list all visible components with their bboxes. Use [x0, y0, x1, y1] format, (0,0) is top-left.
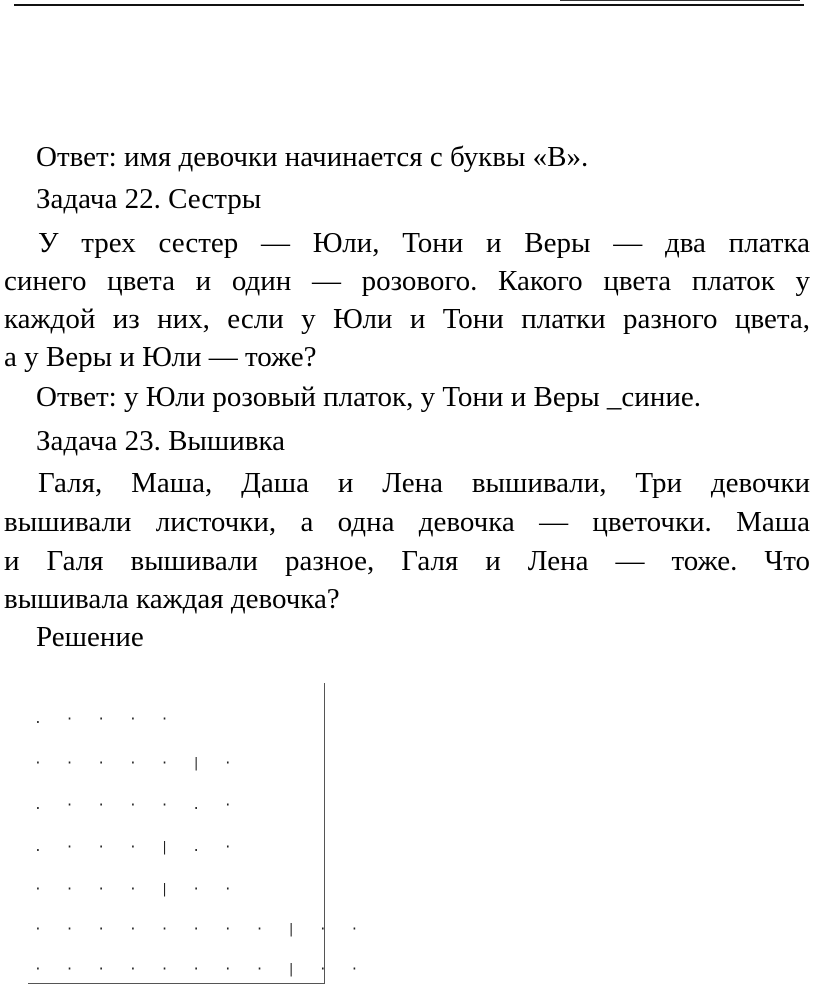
task-22-answer: Ответ: у Юли розовый платок, у Тони и Веры _синие. — [36, 381, 701, 413]
solution-table-faded — [28, 683, 325, 984]
task-22-line-3: каждой из них, если у Юли и Тони платки разного цвета, — [4, 303, 810, 335]
task-23-line-2: вышивали листочки, а одна девочка — цветочки. Маша — [4, 506, 810, 538]
top-rule — [14, 4, 804, 6]
task-23-title: Задача 23. Вышивка — [36, 425, 285, 457]
faded-row: · · · · · | · — [34, 756, 240, 771]
task-22-title: Задача 22. Сестры — [36, 183, 262, 215]
task-23-line-1: Галя, Маша, Даша и Лена вышивали, Три девочки — [38, 467, 810, 499]
faded-row: . · · · | . · — [34, 840, 240, 855]
solution-label: Решение — [36, 621, 144, 653]
faded-row: · · · · · · · · | · · — [34, 922, 367, 937]
task-22-line-1: У трех сестер — Юли, Тони и Веры — два платка — [38, 227, 810, 259]
top-rule-short — [560, 0, 800, 1]
task-22-line-4: а у Веры и Юли — тоже? — [4, 341, 317, 373]
faded-row: . · · · · . · — [34, 798, 240, 813]
task-23-line-4: вышивала каждая девочка? — [4, 583, 340, 615]
faded-row: . · · · · — [34, 712, 177, 727]
faded-row: · · · · · · · · | · · — [34, 962, 367, 977]
faded-row: · · · · | · · — [34, 882, 240, 897]
task-23-line-3: и Галя вышивали разное, Галя и Лена — тоже. Что — [4, 545, 810, 577]
answer-21: Ответ: имя девочки начинается с буквы «В». — [36, 141, 589, 173]
task-22-line-2: синего цвета и один — розового. Какого цвета платок у — [4, 265, 810, 297]
